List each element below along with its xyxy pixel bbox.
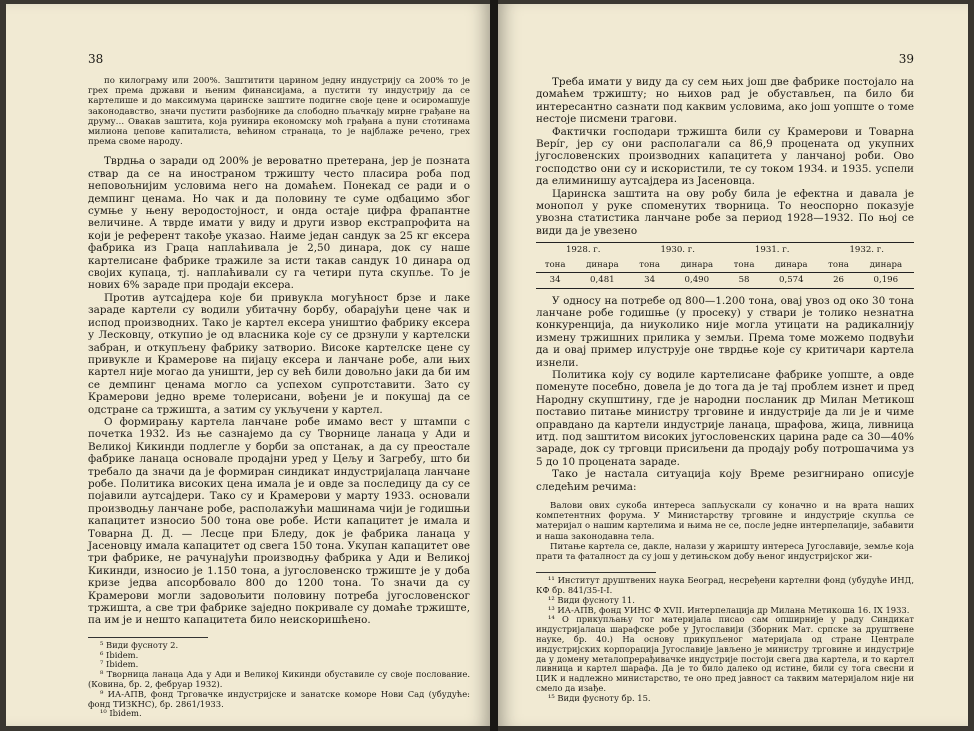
subhead: тона [544, 259, 566, 270]
subhead: тона [828, 259, 849, 270]
footnote: ¹³ ИА-АПВ, фонд УИНС Ф XVII. Интерпелација др Милана Метикоша 16. IX 1933. [548, 604, 910, 615]
right-paragraph: Политика коју су водиле картелисане фабрике уопште, а овде поменуте посебно, довела је до тога да је тај проблем изнет и пред Народну скупштину, где је народни посланик др Милан Метикош поставио питање министру трговине и индустрије да ли је и чиме оправдано да картели индустрије ланаца, шрафова, жица, ливница итд. под заштитом високих југословенских царина раде са 30—40% зараде, док су тргoвци присиљени да продају робу потрошачима уз 5 до 10 процената зараде. [536, 368, 914, 468]
footnote: ⁶ Ibidem. [100, 649, 139, 660]
right-paragraph: Треба имати у виду да су сем њих још две фабрике постојало на домаћем тржишту; но њихов рад је обустављен, па било би интересантно сазнати под каквим условима, ако још уопште о томе нестоје писмени трагови. [536, 76, 914, 126]
quote-paragraph: Питање картела се, дакле, налази у жаришту интереса Југославије, земље која прати та фаталност да су још у детињском добу њеног индустријског жи- [536, 541, 914, 563]
footnote: ⁵ Види фусноту 2. [100, 639, 179, 650]
footnote: ⁷ Ibidem. [100, 659, 139, 670]
left-paragraph: О формирању картела ланчане робе имамо вест у штампи с почетка 1932. Из ње сазнајемо да су Творнице ланаца у Ади и Великој Кикинди подлегле у борби за опстанак, а да су преостале фабрике ланаца основале продајни уред у Цељу и Загребу, што би требало да значи да је формиран синдикат индустријалаца ланчане робе. Политика високих цена имала је и овде за последицу да су се појавили аутсајдери. Тако су и Крамерови у марту 1933. основали производњу ланчане робе, располажући машинама чији је годишњи капацитет износио 500 тона ове робе. Исти капацитет је имала и Товарна Д. Д. — Лесце при Бледу, док је фабрика ланаца у Јасеновцу имала капацитет од свега 150 тона. Укупан капацитет ове три фабрике, не рачунајући производњу фабрика у Ади и Великој Кикинди, износио је 1.150 тона, а југословенско тржиште је у доба кризе једва апсорбовало 800 до 1200 тона. То значи да су Крамерови могли задовољити половину потреба југословенског тржишта, а све три фабрике заједно покривале су домаће тржиште, па им је и нешто капацитета било неискоришћено. [88, 415, 470, 627]
table-row [536, 243, 914, 258]
footnote: ¹⁰ Ibidem. [100, 708, 142, 719]
right-paragraph: У односу на потребе од 800—1.200 тона, овај увоз од око 30 тона ланчане робе годишње (у просеку) у ствари је толико незнатна конкуренција, да ниуколико није могла утицати на радикалнију измену тржишних прилика у земљи. Према томе можемо подвући да и овај пример илуструје оне тврдње које су критичари картела изнели. [536, 294, 914, 369]
table-cell: 0,574 [763, 273, 819, 288]
book-gutter [490, 0, 498, 731]
table-row [536, 273, 914, 288]
footnote-rule [536, 572, 656, 573]
subhead: динара [775, 259, 808, 270]
footnote: ⁹ ИА-АПВ, фонд Трговачке индустријске и занатске коморе Нови Сад (убудуће: фонд ТИЗКНС), бр. 2861/1933. [88, 688, 470, 709]
table-cell: 34 [630, 273, 668, 288]
intro-quote [88, 76, 470, 147]
right-paragraph: Царинска заштита на ову робу била је ефектна и давала је монопол у руке споменутих творница. То неоспорно показује увозна статистика ланчане робе за период 1928—1932. По њој се види да је увезено [536, 187, 914, 237]
left-paragraph: Тврдња о заради од 200% је вероватно претерана, јер је позната ствар да се на иностраном тржишту често пласира роба под неповољнијим условима него на домаћем. Понекад се ради и о демпинг ценама. Но чак и да половину те суме одбацимо због сумње у њену веродостојност, и онда остаје цифра фрапантне величине. А тврде имати у виду и други извор екстрапрофита на који је референт такође указао. Наиме један сандук за 25 кг ексера фабрика из Граца наплаћивала је 2,50 динара, док су наше картелисане фабрике тражиле за исти такав сандук 10 динара од својих купаца, тј. наплаћивали су га четири пута скупље. То је нових 6% зараде при продаји ексера. [88, 155, 470, 292]
intro-quote-text: по килограму или 200%. Заштитити царином једну индустрију са 200% то је грех према држави и њеним финансијама, а пустити ту индустрију да се картелише и до максимума царинске заштите подигне своје цене и осиромашује законодавство, значи пустити разбојнике да слободно пљачкају мирне грађане на друму… Овакав заштита, која руинира економску моћ грађана а пуни стотинама милиона џепове капиталиста, већином странаца, то је најблаже речено, грех према своме народу. [88, 76, 470, 148]
left-paragraph: Против аутсајдера које би привукла могућност брзе и лаке зараде картели су водили убитачну борбу, обарајући цене чак и испод производних. Тако је картел ексера уништио фабрику ексера у Лесковцу, откупио је од власника које су се дрзнули у картелски забран, и откупљену фабрику затворио. Високе картелске цене су привукле и Крамерове на пијацу ексера и ланчане робе, али њих картел није могао да уништи, јер су већ били довољно јаки да би им се демпинг ценама могло са успехом супротставити. Зато су Крамерови једно време толерисани, вођени је и покушај да се одстране са тржишта, а затим су укључени у картел. [88, 291, 470, 416]
subhead: тона [639, 259, 660, 270]
footnote: ¹⁴ О прикупљању тог материјала писао сам опширније у раду Синдикат индустријалаца шарафске робе у Југославији (Зборник Мат. српске за друштвене науке, бр. 40.) На основу прикупљеног материјала од стране Централе индустријских корпорација Југославије јављено је министру трговине и индустрије да у домену металопрерађивачке индустрије постоји свега два картела, и то картел ливница и картел шарафа. Да је то било далеко од истине, били су тога свесни и ЦИК и надлежно министарство, те оно пред јавност са таквим материјалом није ни смело да изађе. [536, 614, 914, 693]
right-page [498, 4, 968, 726]
footnote: ¹⁵ Види фусноту бр. 15. [548, 692, 651, 703]
footnote-rule [88, 637, 208, 638]
page-number-right: 39 [898, 52, 914, 66]
year-header: 1932. г. [819, 243, 914, 258]
import-table [536, 242, 914, 288]
table-cell: 58 [725, 273, 763, 288]
quote-paragraph: Валови ових сукоба интереса запљускали су коначно и на врата наших компетентних форума. У Министарству трговине и индустрије скупља се материјал о нашим картелима и њима не се, после једне интерпелације, забавити и наша законодавна тела. [536, 501, 914, 542]
right-paragraph: Фактички господари тржишта били су Крамерови и Товарна Верíг, јер су они располагали са 86,9 процената од укупних југословенских производних капацитета у ланчаној роби. Ово господство они су и искористили, те су током 1934. и 1935. успели да елиминишу аутсајдера из Јасеновца. [536, 125, 914, 188]
footnote: ⁸ Творница ланаца Ада у Ади и Великој Кикинди обуставиле су своје послование. (Ковина, бр. 2, фебруар 1932). [88, 669, 470, 690]
table-cell: 0,490 [669, 273, 725, 288]
year-header: 1928. г. [536, 243, 630, 258]
subhead: тона [733, 259, 755, 270]
table-cell: 34 [536, 273, 574, 288]
year-header: 1931. г. [725, 243, 819, 258]
table-cell: 0,481 [574, 273, 630, 288]
left-page [6, 4, 490, 726]
subhead: динара [680, 259, 714, 270]
footnote: ¹¹ Институт друштвених наука Београд, несређени картелни фонд (убудуће ИНД, КФ бр. 841/35-I-I. [536, 575, 914, 596]
page-number-left: 38 [88, 52, 104, 66]
table-cell: 0,196 [858, 273, 914, 288]
table-cell: 26 [819, 273, 857, 288]
left-footnotes [88, 641, 470, 719]
right-footnotes [536, 576, 914, 703]
year-header: 1930. г. [630, 243, 724, 258]
subhead: динара [869, 259, 903, 270]
block-quote [536, 501, 914, 562]
right-body [536, 76, 914, 562]
right-paragraph: Тако је настала ситуација коју Време резигнирано описује следећим речима: [536, 468, 914, 493]
left-body [88, 76, 470, 627]
subhead: динара [586, 259, 619, 270]
table-row [536, 258, 914, 273]
footnote: ¹² Види фусноту 11. [548, 594, 635, 605]
